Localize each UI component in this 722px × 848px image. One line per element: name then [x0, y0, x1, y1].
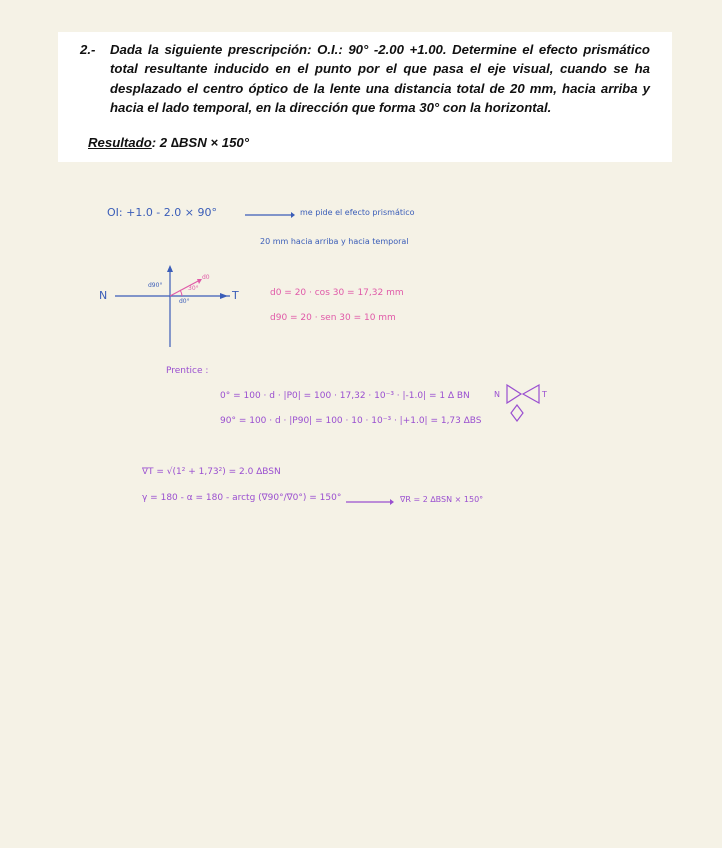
prism-nasal-label: N: [494, 390, 500, 399]
prism-sketch: [505, 383, 545, 423]
goal-note: me pide el efecto prismático: [300, 208, 415, 217]
calc-d90: d90 = 20 · sen 30 = 10 mm: [270, 313, 396, 323]
diagram-temporal-label: T: [232, 289, 239, 302]
result-arrow: [346, 499, 394, 507]
prentice-title: Prentice :: [166, 366, 209, 376]
result-line: [88, 135, 249, 150]
oi-prescription: OI: +1.0 - 2.0 × 90°: [107, 206, 217, 219]
diagram-horizontal-label: d0°: [179, 298, 190, 305]
angle-calc: γ = 180 - α = 180 - arctg (∇90°/∇0°) = 150°: [142, 493, 342, 503]
displacement-diagram: [100, 265, 250, 360]
prentice-90-degree: 90° = 100 · d · |P90| = 100 · 10 · 10⁻³ · |+1.0| = 1,73 ∆BS: [220, 416, 482, 426]
problem-card: [58, 32, 672, 162]
prism-temporal-label: T: [542, 390, 547, 399]
displacement-note: 20 mm hacia arriba y hacia temporal: [260, 237, 409, 246]
final-result: ∇R = 2 ∆BSN × 150°: [400, 495, 484, 504]
problem-statement: Dada la siguiente prescripción: O.I.: 90° -2.00 +1.00. Determine el efecto prismático total resultante inducido en el punto por el que pasa el eje visual, cuando se ha desplazado el centro óptico de la lente una distancia total de 20 mm, hacia arriba y hacia el lado temporal, en la dirección que forma 30° con la horizontal.: [110, 42, 650, 116]
diagram-vertical-label: d90°: [148, 282, 163, 289]
result-label: Resultado: [88, 135, 152, 150]
prentice-0-degree: 0° = 100 · d · |P0| = 100 · 17,32 · 10⁻³ · |-1.0| = 1 ∆ BN: [220, 391, 470, 401]
problem-text: [80, 40, 650, 118]
total-power-calc: ∇T = √(1² + 1,73²) = 2.0 ∆BSN: [142, 467, 281, 477]
diagram-nasal-label: N: [99, 289, 108, 302]
result-value: : 2 ∆BSN × 150°: [151, 135, 250, 150]
diagram-angle-label: 30°: [188, 285, 199, 292]
diagram-diagonal-label: d0: [202, 274, 210, 281]
goal-arrow: [245, 212, 295, 220]
problem-number: 2.-: [80, 42, 96, 57]
calc-d0: d0 = 20 · cos 30 = 17,32 mm: [270, 288, 404, 298]
